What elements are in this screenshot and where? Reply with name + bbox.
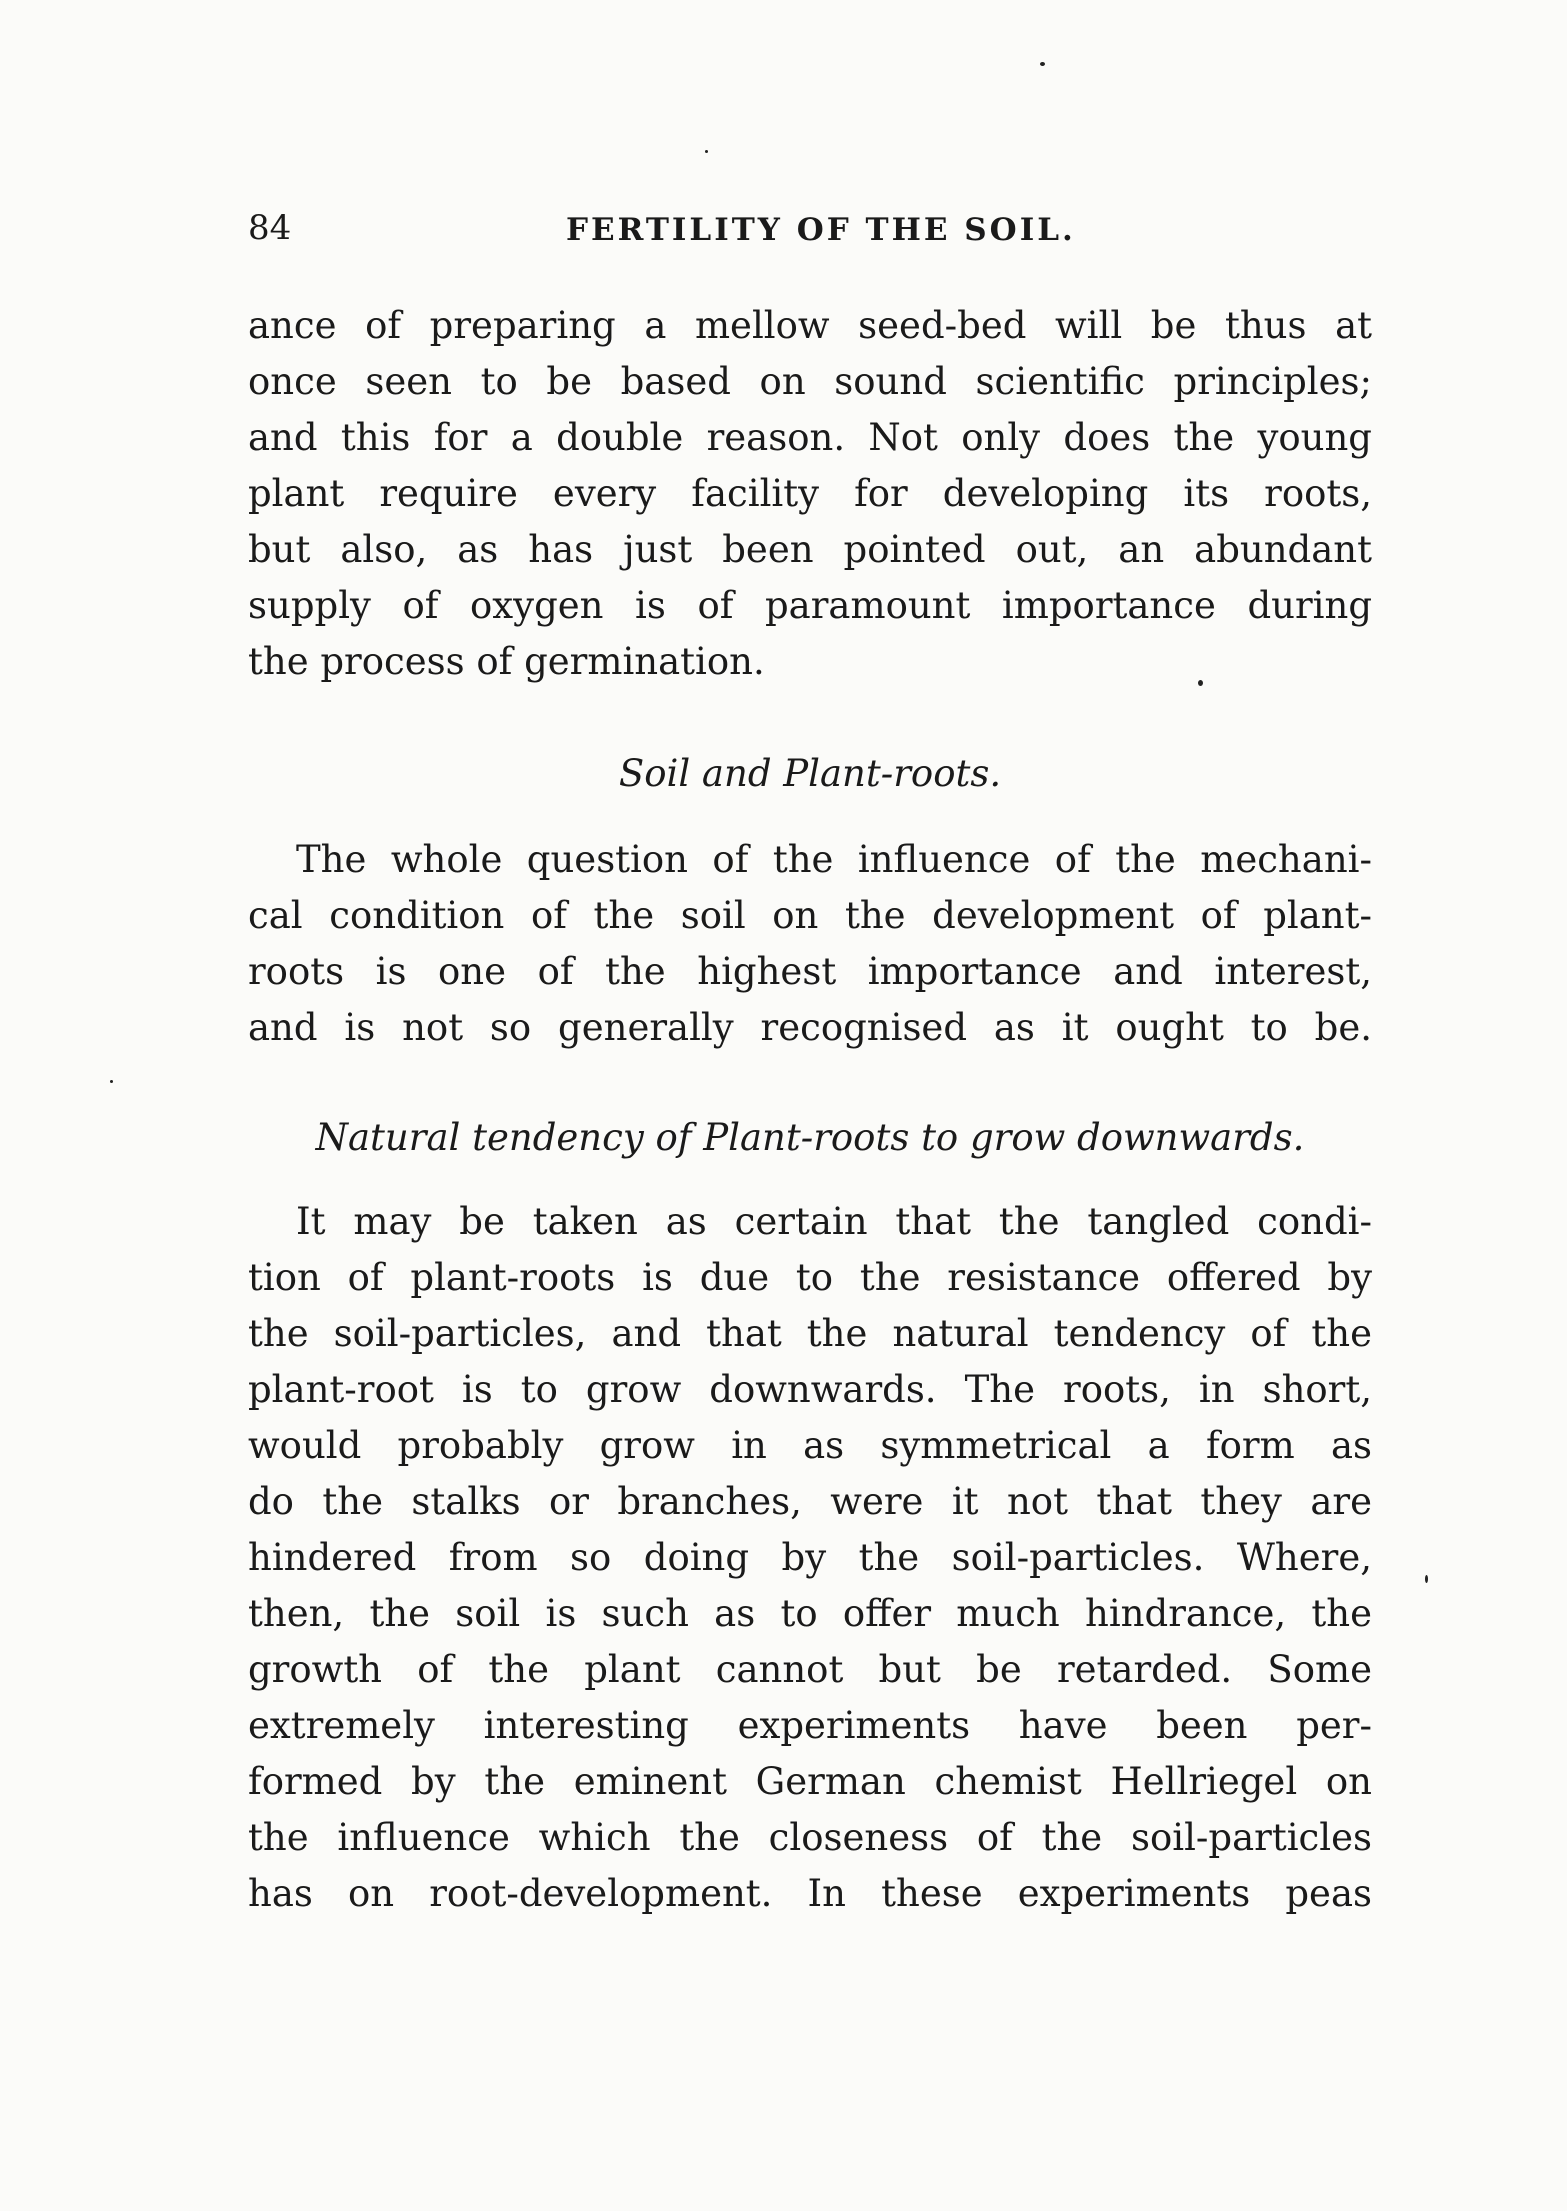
- text-line: and is not so generally recognised as it ought to be.: [248, 1006, 1372, 1049]
- text-line: hindered from so doing by the soil-particles. Where,: [248, 1536, 1372, 1579]
- running-head: FERTILITY OF THE SOIL.: [566, 212, 1076, 248]
- text-line: the process of germination.: [248, 640, 765, 683]
- text-line: formed by the eminent German chemist Hellriegel on: [248, 1760, 1372, 1803]
- text-line: once seen to be based on sound scientific principles;: [248, 360, 1372, 403]
- text-line: do the stalks or branches, were it not that they are: [248, 1480, 1372, 1523]
- page-header: [248, 206, 1368, 256]
- page-number: 84: [248, 208, 292, 248]
- scan-speck: [705, 150, 708, 153]
- text-line: and this for a double reason. Not only does the young: [248, 416, 1372, 459]
- text-line: would probably grow in as symmetrical a form as: [248, 1424, 1372, 1467]
- text-line: then, the soil is such as to offer much hindrance, the: [248, 1592, 1372, 1635]
- text-line: plant require every facility for developing its roots,: [248, 472, 1372, 515]
- text-line: roots is one of the highest importance and interest,: [248, 950, 1372, 993]
- scan-speck: [110, 1080, 113, 1083]
- text-line: ance of preparing a mellow seed-bed will be thus at: [248, 304, 1372, 347]
- text-line: cal condition of the soil on the development of plant-: [248, 894, 1372, 937]
- scan-speck: [1425, 1575, 1428, 1583]
- section-heading: Soil and Plant-roots.: [618, 752, 1002, 795]
- text-line: It may be taken as certain that the tangled condi-: [296, 1200, 1372, 1243]
- text-line: extremely interesting experiments have been per-: [248, 1704, 1372, 1747]
- scan-speck: [1040, 62, 1045, 66]
- text-line: supply of oxygen is of paramount importance during: [248, 584, 1372, 627]
- text-line: the influence which the closeness of the soil-particles: [248, 1816, 1372, 1859]
- text-line: growth of the plant cannot but be retarded. Some: [248, 1648, 1372, 1691]
- text-line: but also, as has just been pointed out, an abundant: [248, 528, 1372, 571]
- text-line: plant-root is to grow downwards. The roots, in short,: [248, 1368, 1372, 1411]
- section-heading: Natural tendency of Plant-roots to grow downwards.: [315, 1116, 1305, 1159]
- text-line: tion of plant-roots is due to the resistance offered by: [248, 1256, 1372, 1299]
- text-line: has on root-development. In these experiments peas: [248, 1872, 1372, 1915]
- text-line: the soil-particles, and that the natural tendency of the: [248, 1312, 1372, 1355]
- text-line: The whole question of the influence of the mechani-: [296, 838, 1372, 881]
